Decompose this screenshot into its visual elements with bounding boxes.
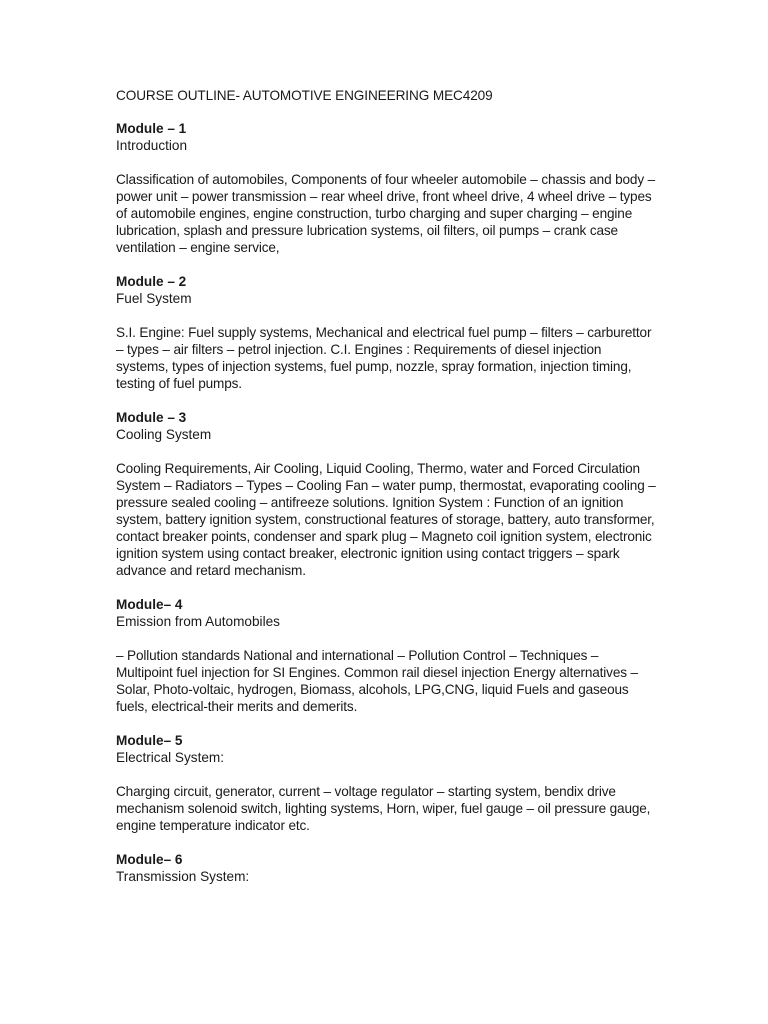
module-2 — [116, 273, 656, 392]
module-1 — [116, 120, 656, 256]
module-description: Cooling Requirements, Air Cooling, Liquid Cooling, Thermo, water and Forced Circulation System – Radiators – Types – Cooling Fan – water pump, thermostat, evaporating cooling – pressure sealed cooling – antifreeze solutions. Ignition System : Function of an ignition system, battery ignition system, constructional features of storage, battery, auto transformer, contact breaker points, condenser and spark plug – Magneto coil ignition system, electronic ignition system using contact breaker, electronic ignition using contact triggers – spark advance and retard mechanism. — [116, 461, 656, 578]
module-heading: Module– 6 — [116, 852, 183, 867]
module-heading: Module– 4 — [116, 597, 183, 612]
module-6 — [116, 851, 656, 885]
module-subtitle: Introduction — [116, 138, 188, 153]
module-5 — [116, 732, 656, 834]
document-page — [116, 87, 656, 902]
module-subtitle: Emission from Automobiles — [116, 614, 280, 629]
module-subtitle: Fuel System — [116, 291, 192, 306]
module-heading: Module – 3 — [116, 410, 187, 425]
module-subtitle: Transmission System: — [116, 869, 250, 884]
module-description: – Pollution standards National and international – Pollution Control – Techniques – Multipoint fuel injection for SI Engines. Common rail diesel injection Energy alternatives – Solar, Photo-voltaic, hydrogen, Biomass, alcohols, LPG,CNG, liquid Fuels and gaseous fuels, electrical-their merits and demerits. — [116, 648, 638, 714]
module-3 — [116, 409, 656, 579]
module-subtitle: Electrical System: — [116, 750, 225, 765]
module-subtitle: Cooling System — [116, 427, 212, 442]
module-4 — [116, 596, 656, 715]
module-heading: Module – 2 — [116, 274, 187, 289]
module-description: Charging circuit, generator, current – voltage regulator – starting system, bendix drive mechanism solenoid switch, lighting systems, Horn, wiper, fuel gauge – oil pressure gauge, engine temperature indicator etc. — [116, 784, 651, 833]
module-heading: Module– 5 — [116, 733, 183, 748]
module-heading: Module – 1 — [116, 121, 187, 136]
document-title: COURSE OUTLINE- AUTOMOTIVE ENGINEERING MEC4209 — [116, 88, 493, 103]
module-description: Classification of automobiles, Components of four wheeler automobile – chassis and body – power unit – power transmission – rear wheel drive, front wheel drive, 4 wheel drive – types of automobile engines, engine construction, turbo charging and super charging – engine lubrication, splash and pressure lubrication systems, oil filters, oil pumps – crank case ventilation – engine service, — [116, 172, 656, 255]
module-description: S.I. Engine: Fuel supply systems, Mechanical and electrical fuel pump – filters – carburettor – types – air filters – petrol injection. C.I. Engines : Requirements of diesel injection systems, types of injection systems, fuel pump, nozzle, spray formation, injection timing, testing of fuel pumps. — [116, 325, 652, 391]
